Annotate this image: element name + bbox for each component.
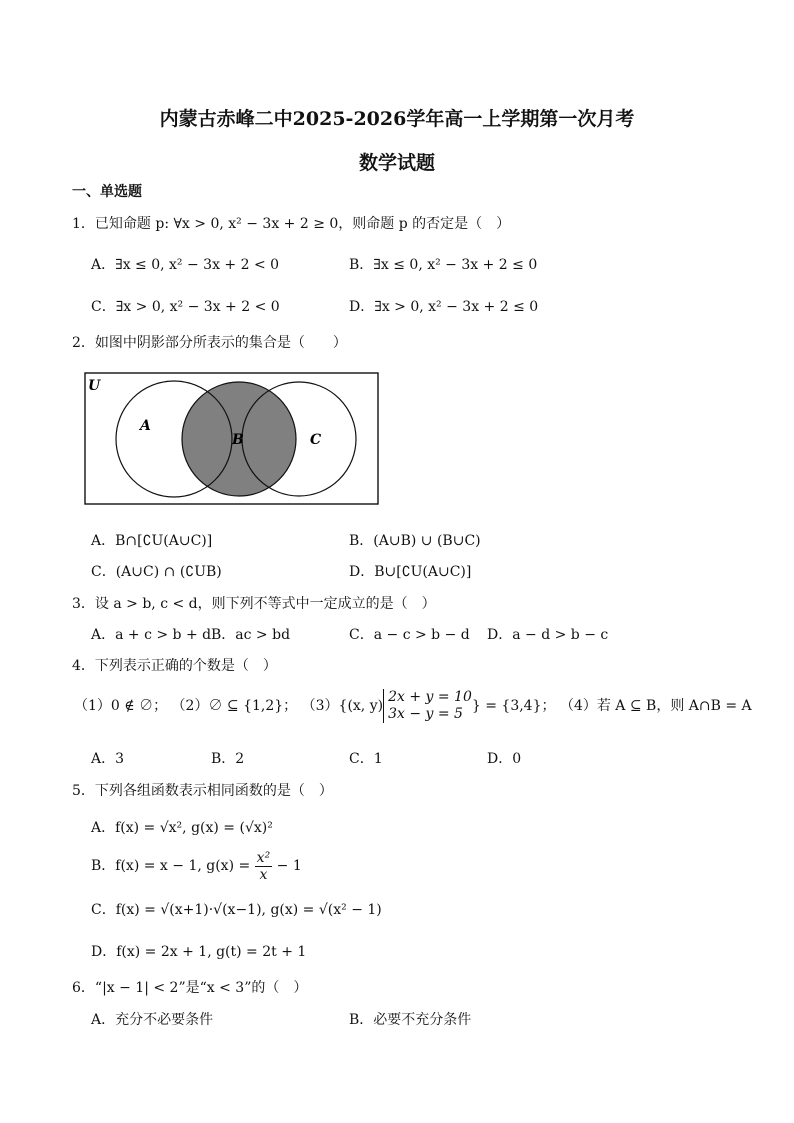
q5-option-b-lead: B．f(x) = x − 1, g(x) =	[91, 858, 251, 874]
q3-option-a: A．a + c > b + d	[91, 627, 212, 643]
fraction-denominator: x	[259, 866, 268, 883]
q4-option-d: D．0	[487, 751, 522, 767]
q1-option-c: C．∃x > 0, x² − 3x + 2 < 0	[91, 299, 280, 315]
venn-label-c: C	[310, 432, 322, 448]
q5-stem: 5．下列各组函数表示相同函数的是（ ）	[72, 783, 333, 799]
q4-option-b: B．2	[211, 751, 245, 767]
section-heading: 一、单选题	[72, 184, 142, 200]
q1-option-a: A．∃x ≤ 0, x² − 3x + 2 < 0	[91, 257, 280, 273]
q4-stem: 4．下列表示正确的个数是（ ）	[72, 658, 277, 674]
q5-option-b	[91, 848, 302, 884]
q2-option-d: D．B∪[∁U(A∪C)]	[349, 564, 472, 580]
q2-option-c: C．(A∪C) ∩ (∁UB)	[91, 564, 222, 580]
q5-option-d: D．f(x) = 2x + 1, g(t) = 2t + 1	[91, 944, 307, 960]
q2-stem: 2．如图中阴影部分所表示的集合是（ ）	[72, 335, 347, 351]
q5-option-b-fraction	[255, 850, 273, 883]
venn-label-b: B	[232, 432, 244, 448]
q6-stem: 6．“|x − 1| < 2”是“x < 3”的（ ）	[72, 980, 308, 996]
q2-option-b: B．(A∪B) ∪ (B∪C)	[349, 533, 481, 549]
q1-option-b: B．∃x ≤ 0, x² − 3x + 2 ≤ 0	[349, 257, 538, 273]
q4-statement-2: （2）∅ ⊆ {1,2}；	[171, 698, 298, 714]
q1-stem: 1．已知命题 p: ∀x > 0, x² − 3x + 2 ≥ 0，则命题 p 的否定是（ ）	[72, 216, 511, 232]
q2-option-a: A．B∩[∁U(A∪C)]	[91, 533, 213, 549]
q5-option-c: C．f(x) = √(x+1)·√(x−1), g(x) = √(x² − 1)	[91, 902, 382, 918]
q4-statements	[74, 686, 752, 726]
exam-subtitle: 数学试题	[358, 152, 435, 174]
q3-option-c: C．a − c > b − d	[349, 627, 470, 643]
venn-shaded-region	[174, 372, 314, 506]
exam-title: 内蒙古赤峰二中2025-2026学年高一上学期第一次月考	[159, 108, 635, 130]
q4-set-close: } = {3,4}；	[471, 698, 556, 714]
q3-option-b: B．ac > bd	[211, 627, 291, 643]
q3-stem: 3．设 a > b, c < d，则下列不等式中一定成立的是（ ）	[72, 596, 436, 612]
q4-equation-1: 2x + y = 10	[388, 689, 472, 705]
q4-statement-1: （1）0 ∉ ∅；	[74, 698, 168, 714]
fraction-numerator: x²	[256, 849, 271, 866]
q5-option-b-tail: − 1	[276, 858, 302, 874]
venn-label-u: U	[88, 378, 101, 394]
q3-option-d: D．a − d > b − c	[487, 627, 609, 643]
q4-option-a: A．3	[91, 751, 125, 767]
q6-option-b: B．必要不充分条件	[349, 1012, 472, 1028]
q1-option-d: D．∃x > 0, x² − 3x + 2 ≤ 0	[349, 299, 539, 315]
q4-set-open: {(x, y)	[338, 698, 384, 714]
q4-equation-system	[383, 689, 472, 723]
q5-option-a: A．f(x) = √x², g(x) = (√x)²	[91, 820, 273, 836]
q4-statement-4: （4）若 A ⊆ B，则 A∩B = A	[559, 698, 752, 714]
venn-label-a: A	[140, 418, 151, 434]
venn-diagram	[84, 372, 380, 506]
q4-option-c: C．1	[349, 751, 383, 767]
q4-equation-2: 3x − y = 5	[388, 706, 463, 722]
q6-option-a: A．充分不必要条件	[91, 1012, 214, 1028]
q4-statement-3-label: （3）	[301, 698, 339, 714]
